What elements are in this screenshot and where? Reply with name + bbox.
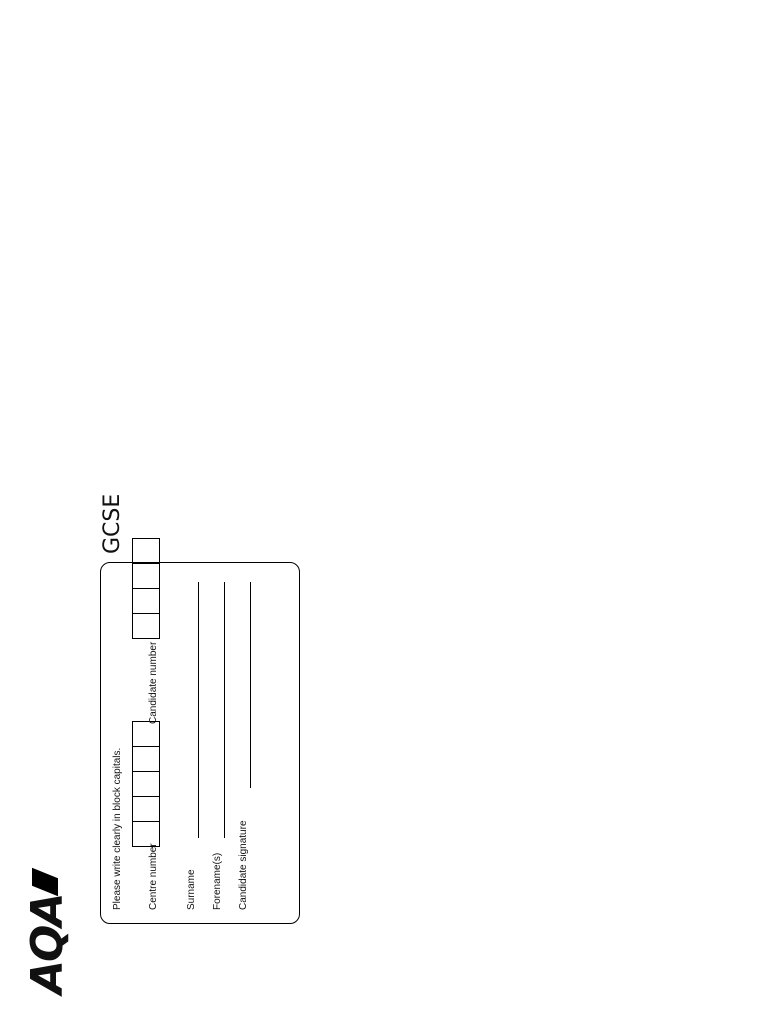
forenames-label: Forename(s) — [212, 852, 223, 910]
candidate-number-label: Candidate number — [148, 641, 159, 724]
block-caps-note: Please write clearly in block capitals. — [112, 747, 123, 910]
logo-text: AQA — [22, 894, 73, 994]
signature-label: Candidate signature — [238, 820, 249, 910]
centre-number-label: Centre number — [148, 843, 159, 910]
qualification: GCSE — [100, 493, 125, 554]
surname-label: Surname — [186, 869, 197, 910]
